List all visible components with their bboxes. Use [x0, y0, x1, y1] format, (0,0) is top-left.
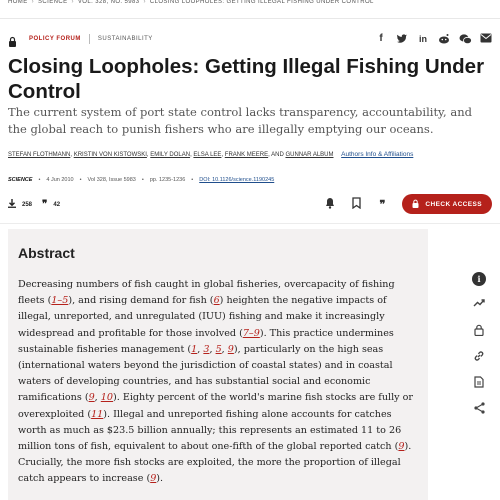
info-separator: • [79, 177, 82, 183]
check-access-button[interactable] [402, 194, 492, 214]
top-divider [0, 18, 500, 19]
authors-affiliations-link[interactable]: Authors Info & Affiliations [341, 151, 414, 158]
article-subtitle: The current system of port state control lacks transparency, accountability, and the global reach to punish fishers who are illegally emptying our oceans. [8, 105, 472, 136]
author-link[interactable]: FRANK MEERE [224, 152, 269, 158]
abstract-text-run: Decreasing numbers of fish caught in global fisheries, overcapacity of fishing fleets ( [18, 279, 395, 307]
info-separator: • [191, 177, 194, 183]
article-tools-rail [468, 272, 490, 416]
wechat-icon[interactable] [459, 33, 471, 45]
article-title: Closing Loopholes: Getting Illegal Fishing Under Control [8, 55, 485, 103]
article-type-tag[interactable]: POLICY FORUM [29, 36, 81, 42]
doi-link[interactable]: DOI: 10.1126/science.1190245 [199, 177, 275, 183]
download-count: 258 [22, 201, 33, 208]
breadcrumb-article: CLOSING LOOPHOLES: GETTING ILLEGAL FISHING UNDER CONTROL [149, 0, 374, 5]
reference-link[interactable]: 9 [227, 343, 234, 355]
info-icon[interactable]: i [472, 272, 486, 286]
pdf-icon[interactable] [472, 376, 486, 390]
article-stats [8, 199, 60, 210]
info-separator: • [38, 177, 41, 183]
abstract-text-run: ). Eighty percent of the world's marine fish stocks are fully or overexploited ( [18, 392, 414, 420]
volume-issue[interactable]: Vol 328, Issue 5983 [87, 177, 136, 183]
reference-link[interactable]: 6 [213, 295, 220, 307]
share-bar [375, 33, 492, 45]
abstract-text-run: , [94, 392, 101, 404]
share-icon[interactable] [472, 402, 486, 416]
abstract-text-run: ), and rising demand for fish ( [68, 295, 214, 307]
article-topic-tag[interactable]: SUSTAINABILITY [97, 36, 153, 42]
info-separator: • [141, 177, 144, 183]
check-access-label: CHECK ACCESS [425, 200, 482, 208]
author-link[interactable]: STEFAN FLOTHMANN [8, 152, 71, 158]
abstract-body [18, 277, 418, 488]
abstract-text-run: ) heighten the negative impacts of illegal, unreported, and unregulated (IUU) fishing and make it increasingly widespread and profitable for those involved ( [18, 295, 387, 339]
facebook-icon[interactable]: f [379, 33, 383, 44]
lock-icon [412, 199, 419, 210]
reference-link[interactable]: 9 [150, 473, 157, 485]
reference-link[interactable]: 5 [215, 343, 222, 355]
abstract-heading: Abstract [18, 245, 75, 261]
author-link[interactable]: ELSA LEE [193, 152, 222, 158]
reference-link[interactable]: 11 [91, 408, 104, 420]
breadcrumb-separator: › [143, 0, 146, 5]
abstract-text-run: , [209, 343, 216, 355]
journal-name[interactable]: SCIENCE [8, 177, 33, 183]
reference-link[interactable]: 9 [398, 441, 405, 453]
publication-info [8, 177, 274, 183]
bell-icon[interactable] [324, 197, 336, 212]
cite-icon[interactable]: ❞ [379, 197, 386, 211]
abstract-section [8, 229, 428, 500]
article-actions [324, 194, 492, 214]
lock-icon [8, 34, 17, 45]
reference-link[interactable]: 1 [191, 343, 198, 355]
reddit-icon[interactable] [438, 33, 450, 45]
abstract-text-run: , [221, 343, 228, 355]
download-icon [8, 199, 16, 210]
bookmark-icon[interactable] [350, 197, 362, 212]
citation-count: 42 [53, 201, 61, 208]
author-link[interactable]: KRISTIN VON KISTOWSKI [73, 152, 147, 158]
link-icon[interactable] [472, 350, 486, 364]
tag-divider [89, 34, 90, 44]
citation-icon: ❞ [42, 199, 48, 210]
breadcrumb-science[interactable]: SCIENCE [38, 0, 68, 5]
author-link[interactable]: EMILY DOLAN [150, 152, 191, 158]
breadcrumb-separator: › [71, 0, 74, 5]
publication-date: 4 Jun 2010 [46, 177, 74, 183]
linkedin-icon[interactable]: in [419, 34, 427, 44]
access-lock-icon[interactable] [472, 324, 486, 338]
page-range: pp. 1235-1236 [149, 177, 186, 183]
breadcrumb-separator: › [31, 0, 35, 5]
author-link[interactable]: GUNNAR ALBUM [285, 152, 334, 158]
abstract-text-run: , [197, 343, 204, 355]
abstract-text-run: ). Crucially, the more fish stocks are exploited, the more the proportion of illegal catch appears to increase ( [18, 441, 412, 485]
authors-conjunction: AND [271, 152, 284, 158]
author-list: STEFAN FLOTHMANN, KRISTIN VON KISTOWSKI, EMILY DOLAN, ELSA LEE, FRANK MEERE, AND GUNNAR ALBUM Authors Info & Affiliations [8, 151, 414, 158]
twitter-icon[interactable] [396, 33, 408, 45]
abstract-text-run: ). Illegal and unreported fishing alone accounts for catches worth as much as $23.5 billion annually; this represents an estimated 11 to 26 million tons of fish, equivalent to about one-fifth of the global reported catch ( [18, 408, 402, 453]
email-icon[interactable] [480, 33, 492, 45]
breadcrumb-volume[interactable]: VOL. 328, NO. 5983 [77, 0, 140, 5]
metrics-icon[interactable] [472, 298, 486, 312]
abstract-text-run: ), particularly on the high seas (international waters beyond the jurisdiction of coastal states) and in coastal waters of developing countries, and has substantial social and economic ramifications ( [18, 343, 393, 404]
breadcrumb-home[interactable]: HOME [8, 0, 28, 5]
reference-link[interactable]: 3 [203, 343, 210, 355]
reference-link[interactable]: 9 [88, 392, 95, 404]
reference-link[interactable]: 1–5 [51, 295, 69, 307]
reference-link[interactable]: 10 [100, 392, 113, 404]
abstract-text-run: ). [156, 473, 164, 485]
reference-link[interactable]: 7–9 [242, 327, 260, 339]
abstract-text-run: ). This practice undermines sustainable fisheries management ( [18, 327, 394, 355]
breadcrumb [8, 0, 374, 7]
section-divider [0, 223, 500, 224]
article-meta-row [8, 33, 492, 45]
